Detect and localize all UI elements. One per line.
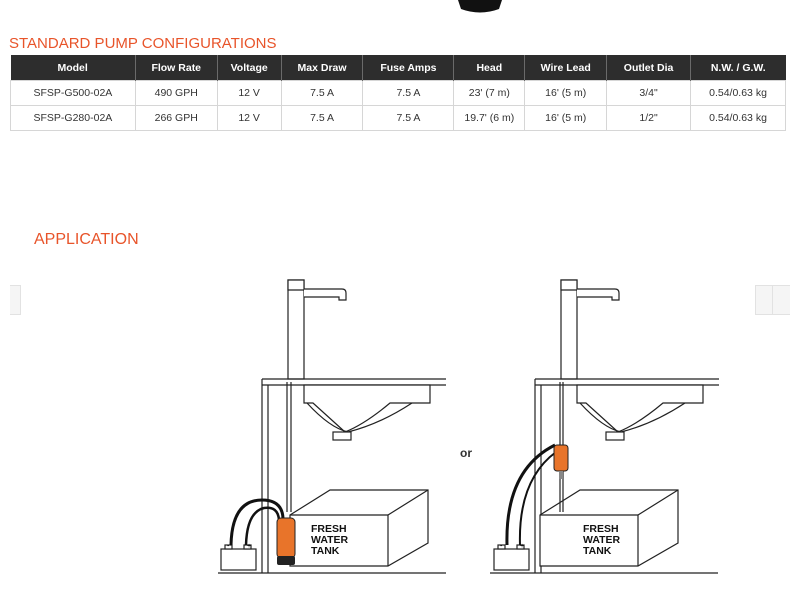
table-cell: 12 V (217, 106, 281, 131)
table-cell: 266 GPH (135, 106, 217, 131)
table-cell: 0.54/0.63 kg (691, 81, 786, 106)
tank-label-line: WATER (311, 534, 349, 546)
tank-label-left (311, 524, 348, 557)
column-header: Voltage (217, 55, 281, 81)
table-cell: 23' (7 m) (454, 81, 525, 106)
sink-right (577, 385, 703, 440)
tank-label-right (583, 524, 620, 557)
tank-label-line: WATER (583, 534, 621, 546)
table-cell: 16' (5 m) (525, 81, 607, 106)
product-image-fragment (455, 0, 505, 14)
table-cell: 490 GPH (135, 81, 217, 106)
tank-label-line: FRESH (583, 523, 619, 535)
table-cell: 16' (5 m) (525, 106, 607, 131)
table-cell: 7.5 A (281, 106, 363, 131)
table-cell: 3/4" (607, 81, 691, 106)
terminal-label: + (520, 543, 525, 550)
column-header: N.W. / G.W. (691, 55, 786, 81)
sink-left (304, 385, 430, 440)
table-cell: 7.5 A (363, 106, 454, 131)
terminal-label: + (247, 543, 252, 550)
table-cell: 0.54/0.63 kg (691, 106, 786, 131)
table-cell: 7.5 A (281, 81, 363, 106)
table-cell: 12 V (217, 81, 281, 106)
column-header: Head (454, 55, 525, 81)
pump-config-table (10, 55, 786, 131)
column-header: Outlet Dia (607, 55, 691, 81)
table-row (11, 106, 786, 131)
column-header: Fuse Amps (363, 55, 454, 81)
faucet-left (288, 280, 346, 379)
configurations-title: STANDARD PUMP CONFIGURATIONS (9, 35, 277, 52)
battery-left (221, 545, 256, 570)
terminal-label: - (227, 543, 230, 550)
column-header: Max Draw (281, 55, 363, 81)
tank-label-line: TANK (311, 545, 340, 557)
battery-right (494, 545, 529, 570)
table-cell: SFSP-G500-02A (11, 81, 136, 106)
table-header-row (11, 55, 786, 81)
table-cell: SFSP-G280-02A (11, 106, 136, 131)
pipe-left (287, 382, 291, 512)
application-title: APPLICATION (34, 231, 139, 248)
application-diagram (0, 260, 790, 590)
table-row (11, 81, 786, 106)
pump-right (554, 445, 568, 479)
terminal-label: - (500, 543, 503, 550)
tank-label-line: TANK (583, 545, 612, 557)
column-header: Wire Lead (525, 55, 607, 81)
pump-left (277, 518, 295, 565)
column-header: Model (11, 55, 136, 81)
table-cell: 1/2" (607, 106, 691, 131)
tank-label-line: FRESH (311, 523, 347, 535)
column-header: Flow Rate (135, 55, 217, 81)
table-cell: 7.5 A (363, 81, 454, 106)
cable-left (231, 500, 283, 545)
or-label: or (460, 446, 472, 460)
table-cell: 19.7' (6 m) (454, 106, 525, 131)
faucet-right (561, 280, 619, 379)
